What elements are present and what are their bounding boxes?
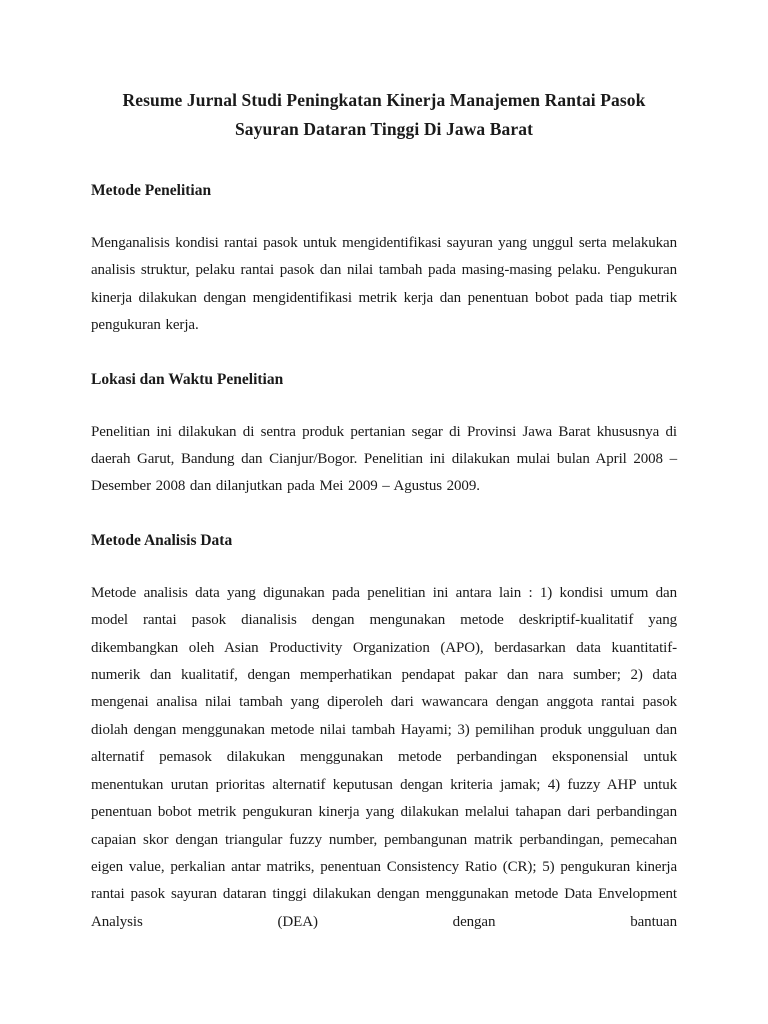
section-heading: Metode Penelitian: [91, 182, 212, 199]
section-paragraph: Menganalisis kondisi rantai pasok untuk mengidentifikasi sayuran yang unggul serta melakukan analisis struktur, pelaku rantai pasok dan nilai tambah pada masing-masing pelaku. Pengukuran kinerja dilakukan dengan mengidentifikasi metrik kerja dan penentuan bobot pada tiap metrik pengukuran kerja.: [91, 235, 677, 334]
section-heading: Lokasi dan Waktu Penelitian: [91, 370, 284, 388]
section-paragraph: Metode analisis data yang digunakan pada penelitian ini antara lain : 1) kondisi umum dan model rantai pasok dianalisis dengan mengunakan metode deskriptif-kualitatif yang dikembangkan oleh Asian Productivity Organization (APO), berdasarkan data kuantitatif-numerik dan kualitatif, dengan memperhatikan pendapat pakar dan nara sumber; 2) data mengenai analisa nilai tambah yang diperoleh dari wawancara dengan anggota rantai pasok diolah dengan menggunakan metode nilai tambah Hayami; 3) pemilihan produk ungguluan dan alternatif pemasok dilakukan menggunakan metode perbandingan eksponensial untuk menentukan urutan prioritas alternatif keputusan dengan kriteria jamak; 4) fuzzy AHP untuk penentuan bobot metrik pengukuran kinerja yang dilakukan melalui tahapan dari perbandingan capaian skor dengan triangular fuzzy number, pembangunan matrik perbandingan, pemecahan eigen value, perkalian antar matriks, penentuan Consistency Ratio (CR); 5) pengukuran kinerja rantai pasok sayuran dataran tinggi dilakukan dengan menggunakan metode Data Envelopment Analysis (DEA) dengan bantuan: [91, 584, 677, 930]
document-content: [91, 0, 677, 936]
section-lokasi-waktu-penelitian: [91, 366, 677, 501]
document-title: Resume Jurnal Studi Peningkatan Kinerja Manajemen Rantai Pasok Sayuran Dataran Tinggi Di Jawa Barat: [122, 90, 646, 139]
section-metode-analisis-data: [91, 527, 677, 936]
section-heading: Metode Analisis Data: [91, 531, 233, 549]
section-paragraph: Penelitian ini dilakukan di sentra produk pertanian segar di Provinsi Jawa Barat khususnya di daerah Garut, Bandung dan Cianjur/Bogor. Penelitian ini dilakukan mulai bulan April 2008 – Desember 2008 dan dilanjutkan pada Mei 2009 – Agustus 2009.: [91, 423, 677, 495]
section-metode-penelitian: [91, 177, 677, 340]
